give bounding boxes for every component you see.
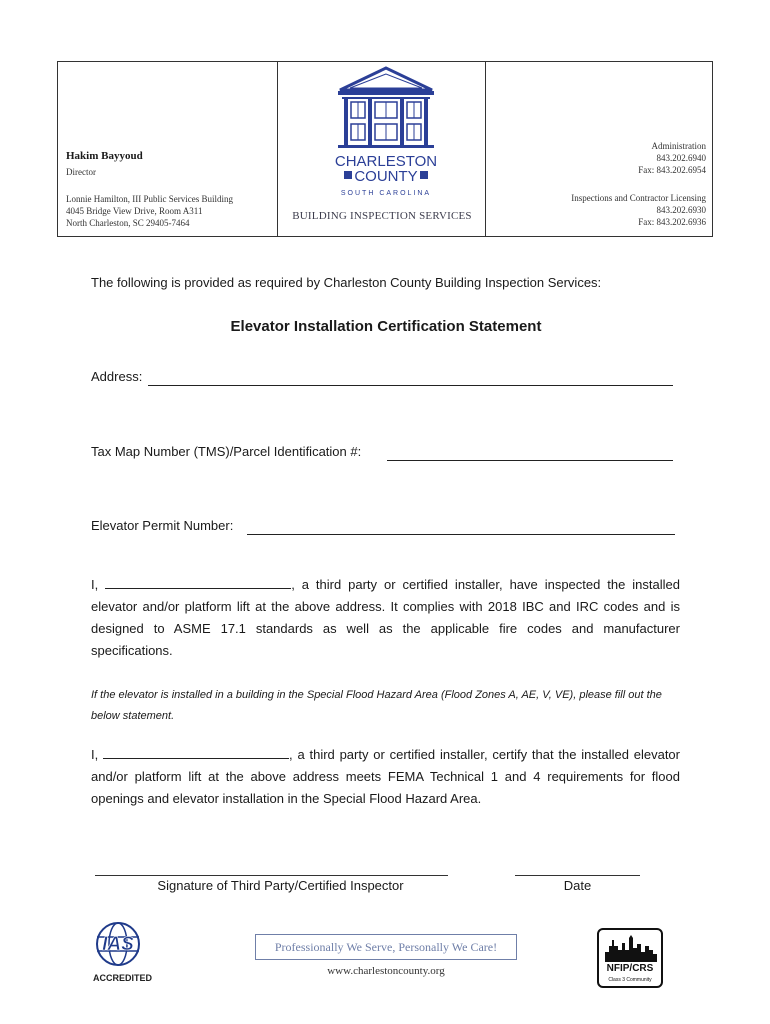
letterhead-right bbox=[486, 62, 712, 236]
letterhead bbox=[57, 61, 713, 237]
ias-logo-text: IAS bbox=[102, 934, 134, 955]
licensing-phone: 843.202.6930 bbox=[656, 205, 706, 215]
statement-prefix: I, bbox=[91, 747, 99, 762]
licensing-contact bbox=[571, 192, 706, 228]
administration-contact bbox=[638, 140, 706, 176]
slogan-box: Professionally We Serve, Personally We Care! bbox=[255, 934, 517, 960]
address-line: Lonnie Hamilton, III Public Services Building bbox=[66, 194, 233, 204]
fema-statement bbox=[91, 744, 680, 810]
tms-label: Tax Map Number (TMS)/Parcel Identification #: bbox=[91, 444, 362, 459]
signature-label: Signature of Third Party/Certified Inspector bbox=[157, 878, 404, 893]
nfip-label: NFIP/CRS bbox=[606, 963, 654, 974]
skyline-icon bbox=[605, 934, 657, 962]
flood-zone-note: If the elevator is installed in a building in the Special Flood Hazard Area (Flood Zones A, AE, V, VE), please fill out the below statement. bbox=[91, 689, 662, 722]
address-line: North Charleston, SC 29405-7464 bbox=[66, 218, 190, 228]
director-name: Hakim Bayyoud bbox=[66, 150, 143, 162]
intro-text: The following is provided as required by Charleston County Building Inspection Services: bbox=[91, 275, 602, 290]
page-title: Elevator Installation Certification Statement bbox=[230, 318, 542, 335]
statement-text: , a third party or certified installer, certify that the installed elevator and/or platform lift at the above address meets FEMA Technical 1 and 4 requirements for flood openings and elevator installation in the Special Flood Hazard Area. bbox=[91, 747, 680, 806]
logo-line1: CHARLESTON bbox=[334, 153, 438, 170]
statement-prefix: I, bbox=[91, 577, 99, 592]
nfip-sublabel: Class 3 Community bbox=[608, 977, 652, 983]
permit-label: Elevator Permit Number: bbox=[91, 518, 234, 533]
admin-phone: 843.202.6940 bbox=[656, 153, 706, 163]
address-line: 4045 Bridge View Drive, Room A311 bbox=[66, 206, 203, 216]
address-field[interactable] bbox=[148, 370, 673, 386]
letterhead-center bbox=[278, 62, 486, 236]
ias-accredited-label: ACCREDITED bbox=[93, 973, 153, 983]
installer-statement bbox=[91, 574, 680, 662]
director-title: Director bbox=[66, 167, 96, 177]
statement-text: , a third party or certified installer, have inspected the installed elevator and/or platform lift at the above address. It complies with 2018 IBC and IRC codes and is designed to ASME 17.1 standards as well as the applicable fire codes and manufacturer specifications. bbox=[91, 577, 680, 658]
charleston-county-logo bbox=[334, 66, 438, 206]
permit-number-field[interactable] bbox=[247, 519, 675, 535]
licensing-label: Inspections and Contractor Licensing bbox=[571, 193, 706, 203]
licensing-fax: Fax: 843.202.6936 bbox=[638, 217, 706, 227]
nfip-crs-badge bbox=[597, 928, 663, 988]
logo-line2: COUNTY bbox=[354, 168, 418, 185]
installer-name-field[interactable] bbox=[105, 576, 291, 589]
signature-line[interactable] bbox=[95, 875, 448, 876]
admin-label: Administration bbox=[651, 141, 706, 151]
address-label: Address: bbox=[91, 369, 143, 384]
letterhead-left bbox=[58, 62, 278, 236]
tms-field[interactable] bbox=[387, 445, 673, 461]
admin-fax: Fax: 843.202.6954 bbox=[638, 165, 706, 175]
date-line[interactable] bbox=[515, 875, 640, 876]
building-icon bbox=[338, 68, 434, 148]
website-link[interactable]: www.charlestoncounty.org bbox=[327, 965, 445, 977]
ias-logo bbox=[90, 920, 146, 972]
fema-installer-name-field[interactable] bbox=[103, 746, 289, 759]
department-name: BUILDING INSPECTION SERVICES bbox=[292, 210, 472, 222]
logo-state: SOUTH CAROLINA bbox=[340, 190, 432, 197]
office-address bbox=[66, 193, 233, 229]
date-label: Date bbox=[563, 878, 592, 893]
